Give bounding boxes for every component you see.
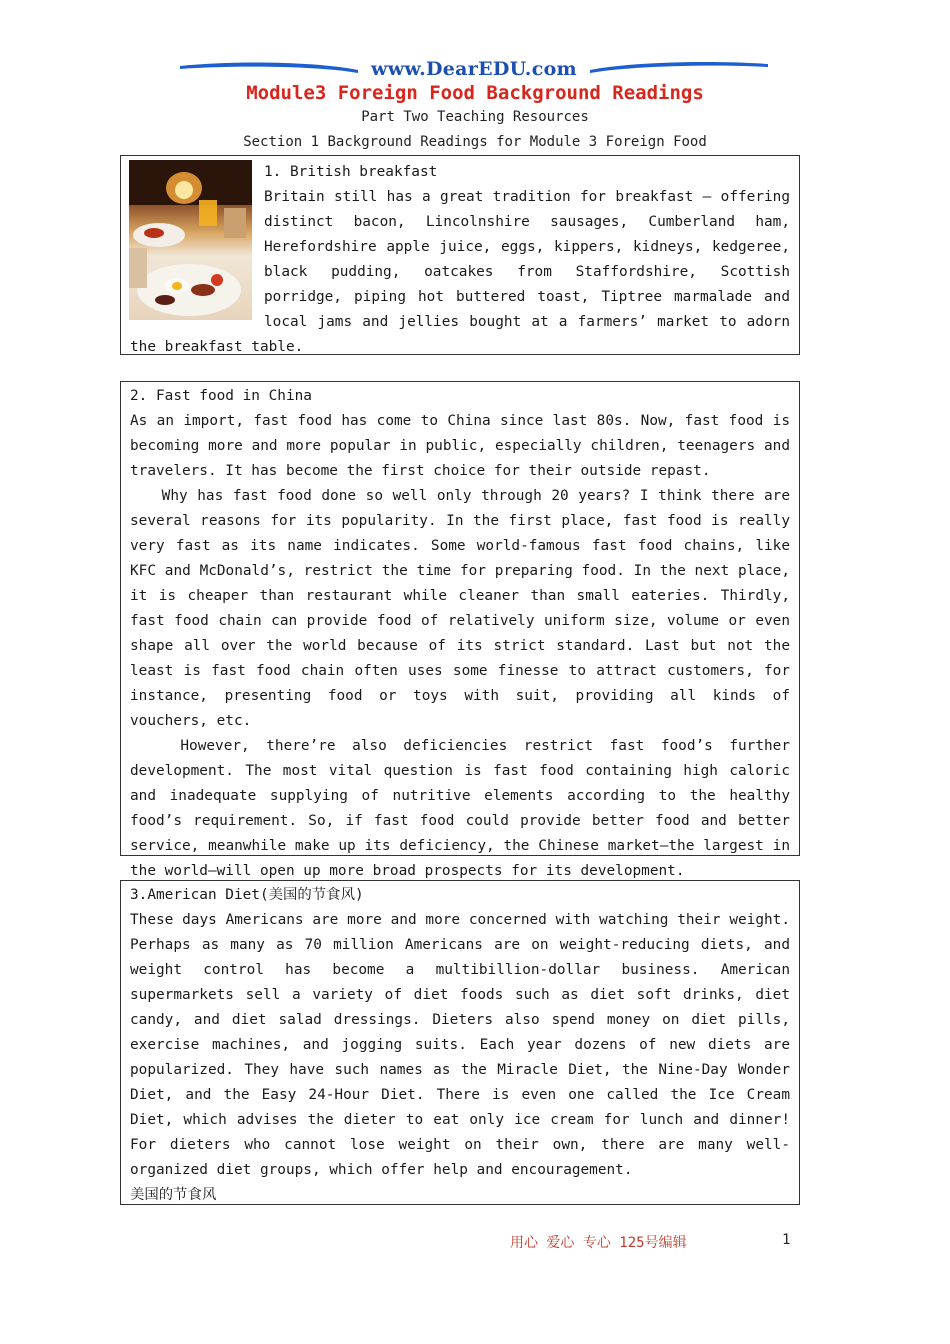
section2-paragraph-3: However, there’re also deficiencies restrict fast food’s further development. The most vital question is fast food containing high caloric and inadequate supplying of nutritive elements according to the healthy food’s requirement. So, if fast food could provide better food and better service, meanwhile make up its deficiency, the Chinese market—the largest in the world—will open up more broad prospects for its development. bbox=[130, 738, 790, 879]
breakfast-photo bbox=[129, 160, 252, 320]
site-logo bbox=[178, 58, 770, 84]
section1-body: Britain still has a great tradition for breakfast – offering distinct bacon, Lincolnshire sausages, Cumberland ham, Herefordshire apple juice, eggs, kippers, kidneys, kedgeree, black pudding, oatcakes from Staffordshire, Scottish porridge, piping hot buttered toast, Tiptree marmalade and local jams and jellies bought at a farmers’ market to adorn the breakfast table. bbox=[130, 189, 790, 355]
section-american-diet bbox=[120, 880, 800, 1205]
page-subtitle-part: Part Two Teaching Resources bbox=[361, 109, 589, 125]
section3-heading: 3.American Diet(美国的节食风) bbox=[130, 887, 364, 903]
section-british-breakfast bbox=[120, 155, 800, 355]
logo-text: www.DearEDU.com bbox=[371, 58, 577, 80]
section2-paragraph-1: As an import, fast food has come to China since last 80s. Now, fast food is becoming more and more popular in public, especially children, teenagers and travelers. It has become the first choice for their outside repast. bbox=[130, 413, 790, 479]
section3-body: These days Americans are more and more concerned with watching their weight. Perhaps as many as 70 million Americans are on weight-reducing diets, and weight control has become a multibillion-dollar business. American supermarkets sell a variety of diet foods such as diet soft drinks, diet candy, and diet salad dressings. Dieters also spend money on diet pills, exercise machines, and jogging suits. Each year dozens of new diets are popularized. They have such names as the Miracle Diet, the Nine-Day Wonder Diet, and the Easy 24-Hour Diet. There is even one called the Ice Cream Diet, which advises the dieter to eat only ice cream for lunch and dinner! For dieters who cannot lose weight on their own, there are many well-organized diet groups, which offer help and encouragement. bbox=[130, 912, 790, 1178]
page-title: Module3 Foreign Food Background Readings bbox=[246, 82, 704, 104]
page-subtitle-section: Section 1 Background Readings for Module 3 Foreign Food bbox=[243, 134, 707, 150]
footer-note: 用心 爱心 专心 125号编辑 bbox=[510, 1235, 687, 1251]
section2-paragraph-2: Why has fast food done so well only through 20 years? I think there are several reasons for its popularity. In the first place, fast food is really very fast as its name indicates. Some world-famous fast food chains, like KFC and McDonald’s, restrict the time for preparing food. In the next place, it is cheaper than restaurant while cleaner than small eateries. Thirdly, fast food chain can provide food of relatively uniform size, volume or even shape all over the world because of its strict standard. Last but not the least is fast food chain often uses some finesse to attract customers, for instance, presenting food or toys with suit, providing all kinds of vouchers, etc. bbox=[130, 488, 790, 729]
section-fast-food-china bbox=[120, 381, 800, 879]
section3-footer-line: 美国的节食风 bbox=[130, 1187, 217, 1203]
section1-heading: 1. British breakfast bbox=[264, 164, 438, 180]
section2-heading: 2. Fast food in China bbox=[130, 388, 312, 404]
page-number: 1 bbox=[782, 1232, 791, 1248]
